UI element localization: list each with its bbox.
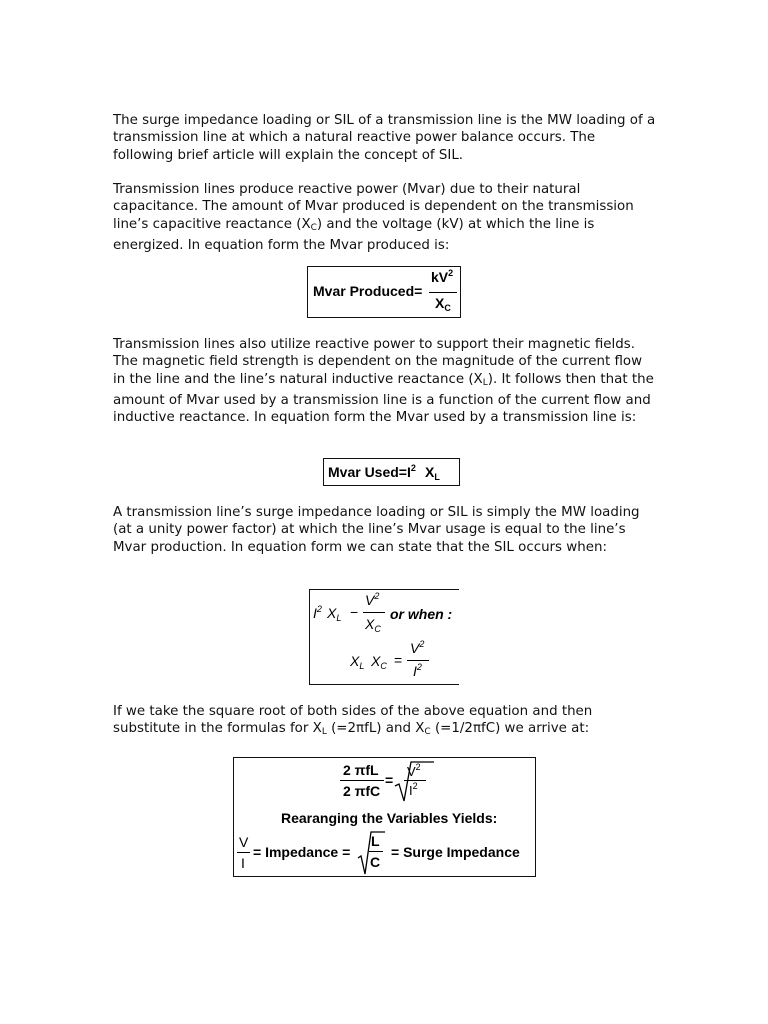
equation-surge-impedance bbox=[233, 757, 536, 877]
eq2-i-sup: 2 bbox=[410, 463, 416, 473]
eq3-i-sup: 2 bbox=[316, 604, 322, 614]
eq3-i: I bbox=[313, 605, 317, 621]
eq3-l2-num bbox=[410, 640, 424, 656]
eq3-l2-den-sup: 2 bbox=[416, 662, 422, 672]
eq4-r1-rad-den bbox=[409, 783, 418, 798]
subscript: L bbox=[482, 377, 488, 388]
eq3-l2-xl bbox=[350, 653, 364, 669]
subscript: L bbox=[321, 727, 327, 738]
text-run: Transmission lines produce reactive power (Mvar) due to their natural capacitance. The amount of Mvar produced is dependent on the transmission line’s capacitive reactance (X bbox=[113, 182, 634, 232]
eq4-r2-caption: Rearanging the Variables Yields: bbox=[281, 810, 498, 826]
eq4-r3-num: V bbox=[239, 834, 249, 850]
eq2-x: X bbox=[425, 464, 435, 480]
eq3-l2-den bbox=[413, 663, 422, 679]
eq2-reactance bbox=[425, 464, 440, 480]
eq3-l2-equals: = bbox=[394, 652, 403, 668]
eq1-den-base: X bbox=[435, 295, 445, 311]
text-run: Transmission lines also utilize reactive power to support their magnetic fields. The magnetic field strength is dependent on the magnitude of the current flow in the line and the line’s natural inductive reactance (X bbox=[113, 337, 643, 387]
eq1-num-base: kV bbox=[431, 269, 449, 285]
eq4-r3-fraction-bar bbox=[237, 852, 250, 853]
eq3-l2-xc bbox=[371, 653, 387, 669]
equation-mvar-used bbox=[323, 458, 460, 486]
eq4-rad-i: I bbox=[409, 783, 413, 798]
eq1-denominator bbox=[435, 295, 451, 311]
eq4-r3-rad-den: C bbox=[370, 854, 381, 870]
eq1-fraction-bar bbox=[429, 292, 457, 293]
eq4-r1-num: 2 πfL bbox=[343, 762, 379, 778]
eq4-r3-impedance: = Impedance = bbox=[253, 844, 351, 860]
eq4-r3-rad-num: L bbox=[371, 833, 380, 849]
paragraph-square-root bbox=[113, 703, 658, 742]
eq3-l2-x1-sub: L bbox=[359, 661, 365, 671]
subscript: C bbox=[310, 222, 317, 233]
eq1-num-sup: 2 bbox=[448, 268, 454, 278]
text-run: ). It follows then that the amount of Mvar used by a transmission line is a function of the current flow and inductive reactance. In equation form the Mvar used by a transmission line is: bbox=[113, 371, 654, 426]
eq4-r3-surge: = Surge Impedance bbox=[391, 844, 520, 860]
eq4-r1-equals: = bbox=[385, 772, 394, 788]
paragraph-mvar-produced bbox=[113, 181, 658, 254]
eq3-l1-i bbox=[313, 605, 322, 621]
eq1-lhs: Mvar Produced= bbox=[313, 283, 423, 299]
eq3-minus: − bbox=[350, 604, 359, 620]
eq2-current bbox=[407, 464, 416, 480]
eq2-i: I bbox=[407, 464, 411, 480]
eq3-l2-num-sup: 2 bbox=[419, 639, 425, 649]
eq4-rad-v-sup: 2 bbox=[415, 762, 421, 772]
eq3-num: V bbox=[365, 592, 375, 608]
eq2-x-sub: L bbox=[434, 472, 440, 482]
eq4-r1-den: 2 πfC bbox=[343, 783, 381, 799]
paragraph-mvar-used bbox=[113, 336, 658, 426]
eq3-l2-deni: I bbox=[413, 663, 417, 679]
eq3-l1-xl bbox=[327, 605, 341, 621]
eq3-or-when: or when : bbox=[390, 606, 453, 622]
equation-sil-condition bbox=[309, 589, 459, 685]
eq2-lhs: Mvar Used= bbox=[328, 464, 407, 480]
eq3-num-sup: 2 bbox=[374, 591, 380, 601]
eq3-l1-fraction-bar bbox=[363, 612, 385, 613]
eq3-l2-x2-sub: C bbox=[380, 661, 387, 671]
eq4-r1-fraction-bar bbox=[340, 780, 384, 781]
text-run: (=1/2πfC) we arrive at: bbox=[430, 721, 590, 737]
text-run: (=2πfL) and X bbox=[326, 721, 425, 737]
eq1-numerator bbox=[431, 269, 453, 285]
eq3-den: X bbox=[365, 616, 375, 632]
eq3-l2-x2: X bbox=[371, 653, 381, 669]
eq3-l2-numv: V bbox=[410, 640, 420, 656]
subscript: C bbox=[424, 727, 431, 738]
text-run: If we take the square root of both sides of the above equation and then substitute in the formulas for X bbox=[113, 704, 593, 737]
eq3-den-sub: C bbox=[374, 624, 381, 634]
eq3-l1-num bbox=[365, 592, 379, 608]
eq4-r3-den: I bbox=[241, 855, 245, 871]
eq3-l2-fraction-bar bbox=[407, 660, 429, 661]
eq4-rad-i-sup: 2 bbox=[412, 781, 418, 791]
eq3-x-sub: L bbox=[336, 613, 342, 623]
eq3-x: X bbox=[327, 605, 337, 621]
paragraph-intro: The surge impedance loading or SIL of a transmission line is the MW loading of a transmission line at which a natural reactive power balance occurs. The following brief article will explain the concept of SIL. bbox=[113, 113, 656, 163]
eq4-r3-rad-bar bbox=[369, 851, 383, 852]
eq3-l2-x1: X bbox=[350, 653, 360, 669]
equation-mvar-produced bbox=[307, 266, 461, 318]
eq3-l1-den bbox=[365, 616, 381, 632]
eq4-r1-rad-num bbox=[407, 764, 421, 779]
paragraph-sil-definition: A transmission line’s surge impedance loading or SIL is simply the MW loading (at a unity power factor) at which the line’s Mvar usage is equal to the line’s Mvar production. In equation form we can state that the SIL occurs when: bbox=[113, 505, 640, 555]
text-run: ) and the voltage (kV) at which the line is energized. In equation form the Mvar produced is: bbox=[113, 216, 595, 253]
eq4-rad-v: V bbox=[407, 764, 416, 779]
eq1-den-sub: C bbox=[444, 303, 451, 313]
